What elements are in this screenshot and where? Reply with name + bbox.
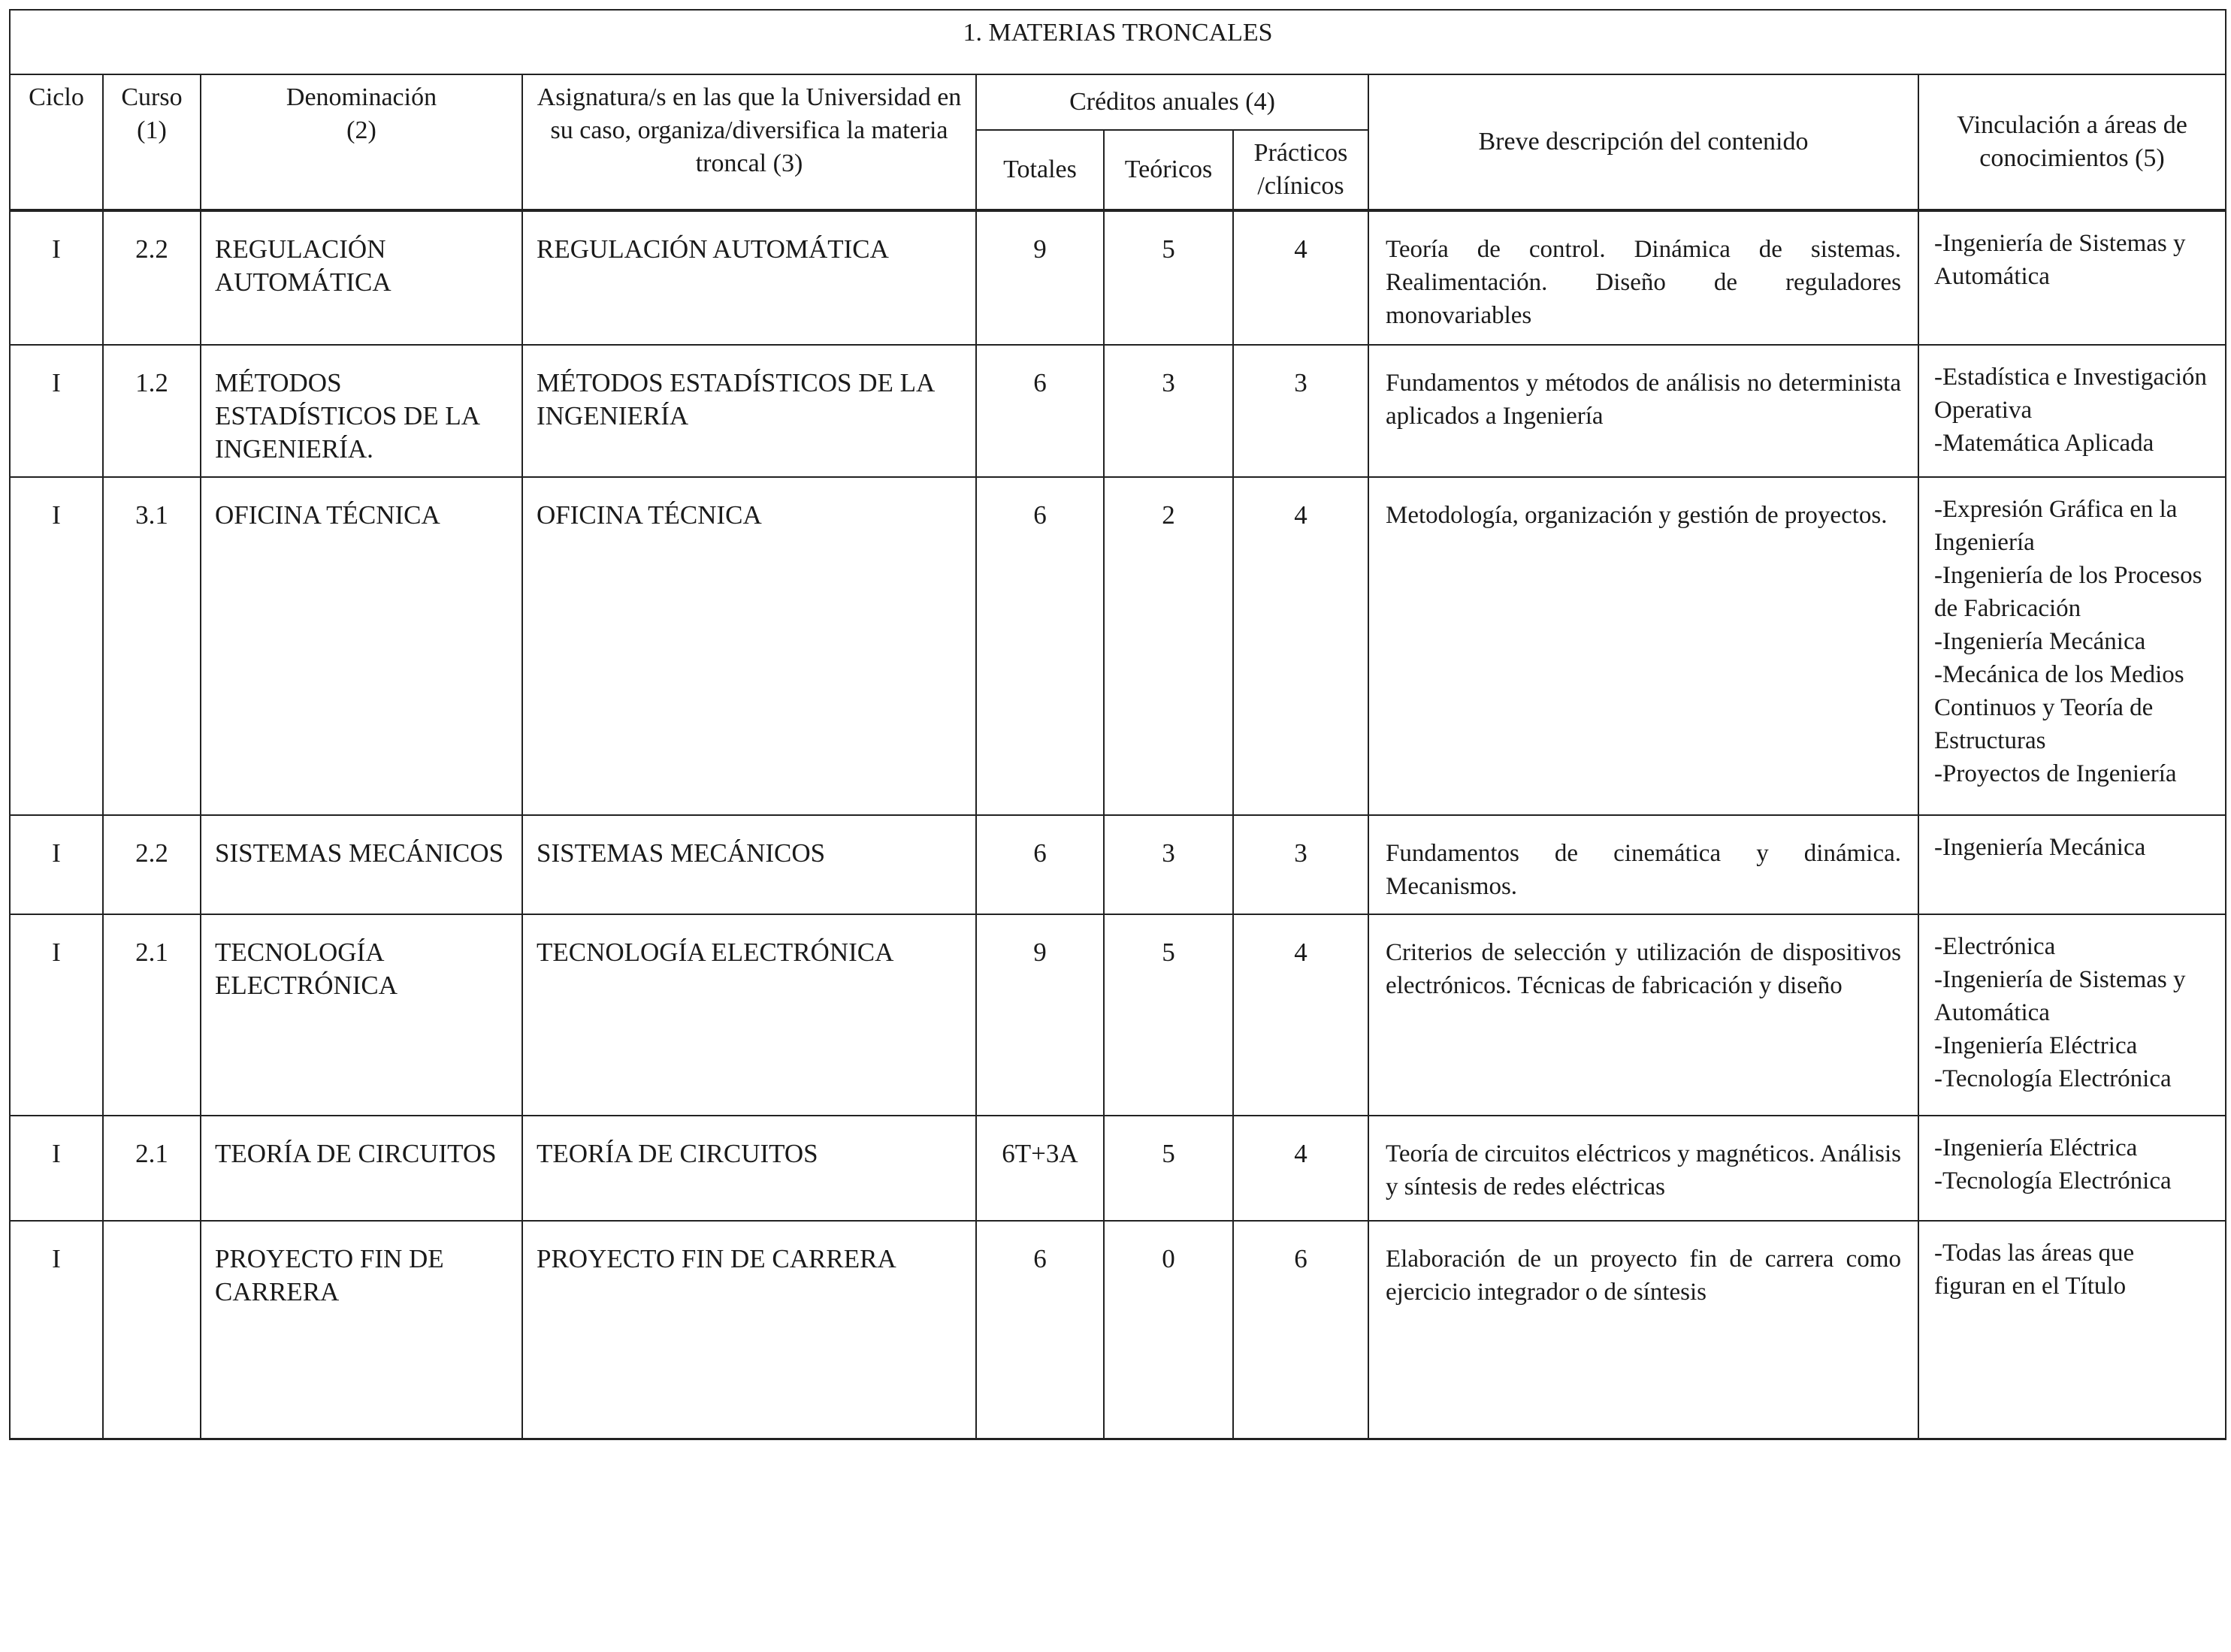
cell-descripcion: Metodología, organización y gestión de proyectos. bbox=[1368, 477, 1918, 815]
cell-totales: 6 bbox=[976, 1221, 1104, 1439]
header-creditos: Créditos anuales (4) bbox=[976, 74, 1368, 130]
cell-practicos: 4 bbox=[1233, 1116, 1368, 1221]
table-row bbox=[10, 1221, 2226, 1439]
cell-descripcion: Teoría de control. Dinámica de sistemas. Realimentación. Diseño de reguladores monovariables bbox=[1368, 211, 1918, 345]
cell-totales: 6 bbox=[976, 815, 1104, 914]
cell-teoricos: 2 bbox=[1104, 477, 1233, 815]
cell-denominacion: MÉTODOS ESTADÍSTICOS DE LA INGENIERÍA. bbox=[201, 345, 522, 477]
cell-asignatura: REGULACIÓN AUTOMÁTICA bbox=[522, 211, 976, 345]
table-row bbox=[10, 914, 2226, 1116]
cell-asignatura: MÉTODOS ESTADÍSTICOS DE LA INGENIERÍA bbox=[522, 345, 976, 477]
table-row bbox=[10, 477, 2226, 815]
cell-denominacion: SISTEMAS MECÁNICOS bbox=[201, 815, 522, 914]
cell-teoricos: 5 bbox=[1104, 914, 1233, 1116]
cell-totales: 6T+3A bbox=[976, 1116, 1104, 1221]
area-item: -Tecnología Electrónica bbox=[1934, 1065, 2172, 1092]
header-totales: Totales bbox=[976, 130, 1104, 210]
cell-asignatura: TECNOLOGÍA ELECTRÓNICA bbox=[522, 914, 976, 1116]
cell-teoricos: 3 bbox=[1104, 345, 1233, 477]
cell-asignatura: TEORÍA DE CIRCUITOS bbox=[522, 1116, 976, 1221]
cell-asignatura: PROYECTO FIN DE CARRERA bbox=[522, 1221, 976, 1439]
header-ciclo: Ciclo bbox=[10, 74, 103, 210]
area-item: -Todas las áreas que figuran en el Título bbox=[1934, 1240, 2135, 1300]
area-item: -Ingeniería de los Procesos de Fabricación bbox=[1934, 562, 2202, 622]
cell-vinculacion bbox=[1918, 345, 2226, 477]
cell-curso: 2.1 bbox=[103, 1116, 201, 1221]
cell-denominacion: TECNOLOGÍA ELECTRÓNICA bbox=[201, 914, 522, 1116]
cell-practicos: 6 bbox=[1233, 1221, 1368, 1439]
cell-curso: 2.1 bbox=[103, 914, 201, 1116]
table-row bbox=[10, 815, 2226, 914]
area-item: -Ingeniería Eléctrica bbox=[1934, 1032, 2138, 1059]
cell-descripcion: Criterios de selección y utilización de dispositivos electrónicos. Técnicas de fabricación y diseño bbox=[1368, 914, 1918, 1116]
cell-descripcion: Fundamentos y métodos de análisis no determinista aplicados a Ingeniería bbox=[1368, 345, 1918, 477]
materias-troncales-sheet bbox=[9, 9, 2225, 1451]
cell-denominacion: TEORÍA DE CIRCUITOS bbox=[201, 1116, 522, 1221]
cell-ciclo: I bbox=[10, 211, 103, 345]
header-teoricos: Teóricos bbox=[1104, 130, 1233, 210]
cell-ciclo: I bbox=[10, 815, 103, 914]
header-practicos: Prácticos /clínicos bbox=[1233, 130, 1368, 210]
table-row bbox=[10, 211, 2226, 345]
area-item: -Matemática Aplicada bbox=[1934, 430, 2154, 457]
area-item: -Ingeniería Mecánica bbox=[1934, 628, 2146, 655]
cell-ciclo: I bbox=[10, 477, 103, 815]
header-asignaturas: Asignatura/s en las que la Universidad en su caso, organiza/diversifica la materia troncal (3) bbox=[522, 74, 976, 210]
cell-vinculacion bbox=[1918, 815, 2226, 914]
cell-descripcion: Elaboración de un proyecto fin de carrera como ejercicio integrador o de síntesis bbox=[1368, 1221, 1918, 1439]
area-item: -Electrónica bbox=[1934, 933, 2056, 960]
area-item: -Tecnología Electrónica bbox=[1934, 1167, 2172, 1194]
cell-descripcion: Fundamentos de cinemática y dinámica. Mecanismos. bbox=[1368, 815, 1918, 914]
cell-ciclo: I bbox=[10, 914, 103, 1116]
cell-practicos: 3 bbox=[1233, 345, 1368, 477]
cell-vinculacion bbox=[1918, 477, 2226, 815]
cell-asignatura: OFICINA TÉCNICA bbox=[522, 477, 976, 815]
area-item: -Ingeniería de Sistemas y Automática bbox=[1934, 966, 2186, 1026]
cell-curso: 2.2 bbox=[103, 211, 201, 345]
cell-curso: 2.2 bbox=[103, 815, 201, 914]
cell-asignatura: SISTEMAS MECÁNICOS bbox=[522, 815, 976, 914]
cell-vinculacion bbox=[1918, 211, 2226, 345]
cell-vinculacion bbox=[1918, 914, 2226, 1116]
area-item: -Estadística e Investigación Operativa bbox=[1934, 364, 2207, 424]
table-row bbox=[10, 345, 2226, 477]
header-descripcion: Breve descripción del contenido bbox=[1368, 74, 1918, 210]
cell-denominacion: REGULACIÓN AUTOMÁTICA bbox=[201, 211, 522, 345]
table-title: 1. MATERIAS TRONCALES bbox=[10, 10, 2226, 74]
area-item: -Ingeniería Mecánica bbox=[1934, 834, 2146, 861]
cell-denominacion: PROYECTO FIN DE CARRERA bbox=[201, 1221, 522, 1439]
cell-descripcion: Teoría de circuitos eléctricos y magnéticos. Análisis y síntesis de redes eléctricas bbox=[1368, 1116, 1918, 1221]
cell-practicos: 4 bbox=[1233, 914, 1368, 1116]
cell-curso: 1.2 bbox=[103, 345, 201, 477]
cell-teoricos: 5 bbox=[1104, 1116, 1233, 1221]
cell-teoricos: 5 bbox=[1104, 211, 1233, 345]
cell-vinculacion bbox=[1918, 1116, 2226, 1221]
cell-totales: 9 bbox=[976, 211, 1104, 345]
table-row bbox=[10, 1116, 2226, 1221]
header-denominacion: Denominación (2) bbox=[201, 74, 522, 210]
cell-teoricos: 3 bbox=[1104, 815, 1233, 914]
cell-teoricos: 0 bbox=[1104, 1221, 1233, 1439]
cell-totales: 6 bbox=[976, 477, 1104, 815]
cell-curso bbox=[103, 1221, 201, 1439]
header-curso: Curso (1) bbox=[103, 74, 201, 210]
materias-troncales-table bbox=[9, 9, 2226, 1440]
cell-ciclo: I bbox=[10, 1221, 103, 1439]
header-vinculacion: Vinculación a áreas de conocimientos (5) bbox=[1918, 74, 2226, 210]
cell-ciclo: I bbox=[10, 345, 103, 477]
area-item: -Expresión Gráfica en la Ingeniería bbox=[1934, 496, 2178, 556]
cell-curso: 3.1 bbox=[103, 477, 201, 815]
cell-denominacion: OFICINA TÉCNICA bbox=[201, 477, 522, 815]
cell-vinculacion bbox=[1918, 1221, 2226, 1439]
cell-practicos: 4 bbox=[1233, 477, 1368, 815]
cell-practicos: 3 bbox=[1233, 815, 1368, 914]
area-item: -Ingeniería Eléctrica bbox=[1934, 1134, 2138, 1161]
table-body bbox=[10, 211, 2226, 1439]
cell-ciclo: I bbox=[10, 1116, 103, 1221]
area-item: -Mecánica de los Medios Continuos y Teoría de Estructuras bbox=[1934, 661, 2184, 754]
area-item: -Ingeniería de Sistemas y Automática bbox=[1934, 230, 2186, 290]
area-item: -Proyectos de Ingeniería bbox=[1934, 760, 2177, 787]
cell-practicos: 4 bbox=[1233, 211, 1368, 345]
cell-totales: 6 bbox=[976, 345, 1104, 477]
cell-totales: 9 bbox=[976, 914, 1104, 1116]
